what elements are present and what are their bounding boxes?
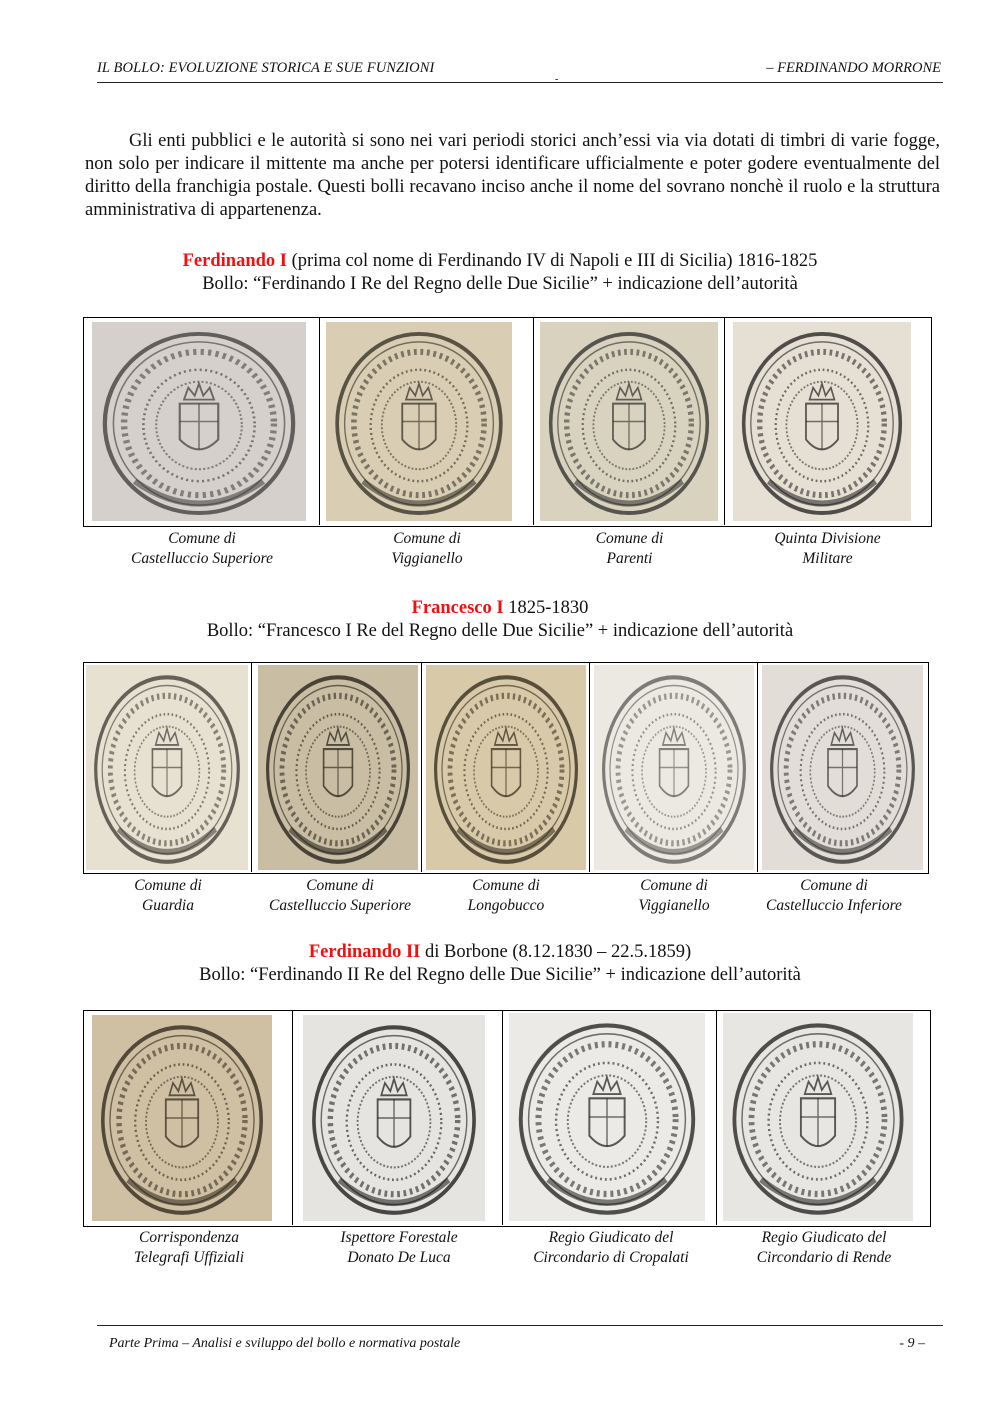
caption [84,1228,294,1268]
stamp-image [303,1015,485,1221]
caption-line: Viggianello [391,550,463,567]
stamp-cell [590,663,758,872]
page-header [97,58,943,83]
stamp-image [762,665,923,870]
caption-line: Parenti [606,550,653,567]
caption [294,1228,504,1268]
caption-line: Ispettore Forestale [340,1229,458,1246]
section-2-title [0,597,1000,643]
caption [504,1228,718,1268]
stamp-image [86,665,248,870]
caption-line: Comune di [393,530,461,547]
header-title: IL BOLLO: EVOLUZIONE STORICA E SUE FUNZIONI [97,60,435,76]
caption-line: Viggianello [638,897,710,914]
section-1-image-strip [83,317,932,527]
stamp-image [326,322,512,521]
stamp-cell [293,1011,503,1225]
caption-line: Castelluccio Superiore [269,897,411,914]
section-2-dates: 1825-1830 [503,598,589,618]
caption [590,876,758,916]
caption-line: Militare [802,550,853,567]
stamp-cell [84,318,320,525]
caption-line: Guardia [142,897,194,914]
stamp-image [733,322,911,521]
caption [422,876,590,916]
caption-line: Comune di [595,530,664,547]
caption [534,529,725,569]
stamp-image [92,1015,272,1221]
caption-line: Comune di [800,877,868,894]
section-1-king: Ferdinando I [182,251,287,271]
caption-line: Telegrafi Uffiziali [133,1249,245,1266]
caption [718,1228,930,1268]
stamp-cell [84,1011,293,1225]
stamp-cell [725,318,930,525]
stamp-cell [320,318,534,525]
section-2-bollo: Bollo: “Francesco I Re del Regno delle Due Sicilie” + indicazione dell’autorità [206,621,794,641]
stamp-image [723,1013,913,1221]
caption-line: Quinta Divisione [774,530,881,547]
stamp-cell [84,663,252,872]
caption [752,876,916,916]
stamp-cell [252,663,422,872]
stamp-cell [422,663,590,872]
header-mark: - [555,74,559,85]
stamp-image [540,322,718,521]
caption [84,529,320,569]
caption-line: Regio Giudicato del [548,1229,674,1246]
caption-line: Castelluccio Inferiore [766,897,902,914]
intro-paragraph: Gli enti pubblici e le autorità si sono nei vari periodi storici anch’essi via via dotati di timbri di varie fogge, non solo per indicare il mittente ma anche per potersi identificare ufficialmente e poter godere eventualmente del diritto della franchigia postale. Questi bolli recavano inciso anche il nome del sovrano nonchè il ruolo e la struttura amministrativa di appartenenza. [85,131,940,220]
caption [725,529,930,569]
caption-line: Circondario di Cropalati [533,1249,689,1266]
section-3-image-strip [83,1010,931,1227]
stamp-cell [758,663,927,872]
stamp-image [509,1013,705,1221]
section-2-king: Francesco I [411,598,504,618]
section-3-dates: di Borbone (8.12.1830 – 22.5.1859) [420,942,692,962]
stamp-image [594,665,754,870]
stamp-cell [717,1011,929,1225]
section-1-bollo: Bollo: “Ferdinando I Re del Regno delle Due Sicilie” + indicazione dell’autorità [202,274,798,294]
footer-title: Parte Prima – Analisi e sviluppo del bollo e normativa postale [109,1336,461,1351]
caption-line: Corrispondenza [139,1229,239,1246]
section-2-image-strip [83,662,929,874]
section-1-dates: (prima col nome di Ferdinando IV di Napoli e III di Sicilia) 1816-1825 [286,251,818,271]
section-3-king: Ferdinando II [308,942,421,962]
stamp-cell [534,318,725,525]
stamp-image [92,322,306,521]
stamp-image [426,665,586,870]
caption [320,529,534,569]
caption [84,876,252,916]
caption-line: Longobucco [467,897,545,914]
caption-line: Comune di [306,877,374,894]
page-footer [97,1325,943,1351]
stamp-cell [503,1011,717,1225]
caption-line: Castelluccio Superiore [131,550,273,567]
stamp-image [258,665,418,870]
caption-line: Comune di [168,530,236,547]
caption-line: Donato De Luca [347,1249,451,1266]
page-number: - 9 – [899,1336,925,1351]
caption-line: Regio Giudicato del [761,1229,887,1246]
caption-line: Comune di [640,877,708,894]
caption-line: Circondario di Rende [756,1249,892,1266]
section-3-bollo: Bollo: “Ferdinando II Re del Regno delle Due Sicilie” + indicazione dell’autorità [199,965,801,985]
caption [252,876,428,916]
section-3-title [0,941,1000,987]
header-author: – FERDINANDO MORRONE [766,60,941,76]
section-1-title [0,250,1000,296]
caption-line: Comune di [472,877,540,894]
caption-line: Comune di [134,877,202,894]
